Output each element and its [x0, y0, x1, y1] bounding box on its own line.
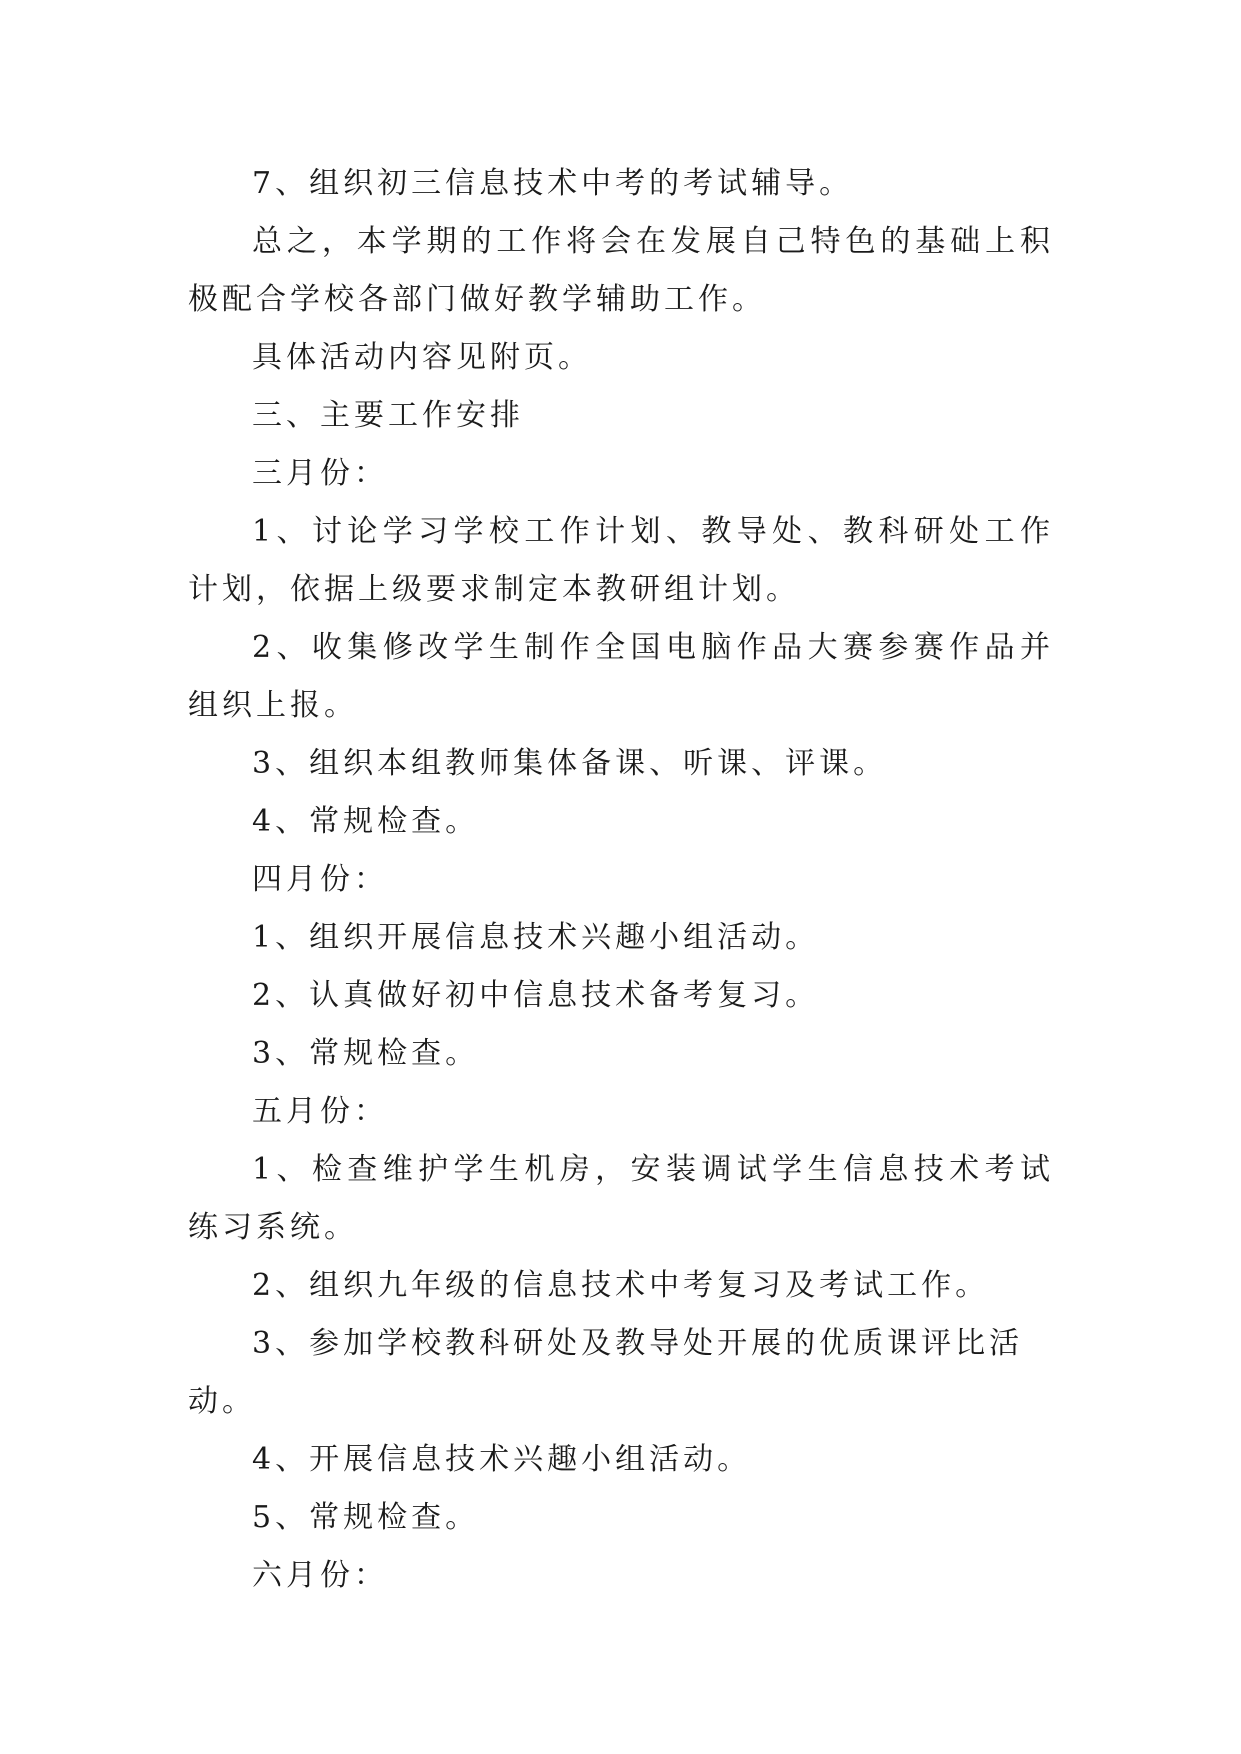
may-item-1: 1、检查维护学生机房，安装调试学生信息技术考试练习系统。	[188, 1152, 1054, 1245]
may-item-5: 5、常规检查。	[252, 1500, 480, 1535]
march-item-3: 3、组织本组教师集体备课、听课、评课。	[252, 746, 888, 781]
month-heading-june: 六月份：	[252, 1558, 388, 1593]
list-item-exam-tutoring: 7、组织初三信息技术中考的考试辅导。	[252, 166, 854, 201]
summary-paragraph: 总之，本学期的工作将会在发展自己特色的基础上积极配合学校各部门做好教学辅助工作。	[188, 224, 1054, 317]
may-item-4: 4、开展信息技术兴趣小组活动。	[252, 1442, 752, 1477]
month-heading-april: 四月份：	[252, 862, 388, 897]
appendix-note: 具体活动内容见附页。	[252, 340, 592, 375]
may-item-2: 2、组织九年级的信息技术中考复习及考试工作。	[252, 1268, 990, 1303]
march-item-1: 1、讨论学习学校工作计划、教导处、教科研处工作计划，依据上级要求制定本教研组计划。	[188, 514, 1054, 607]
april-item-1: 1、组织开展信息技术兴趣小组活动。	[252, 920, 820, 955]
section-heading: 三、主要工作安排	[252, 398, 524, 433]
march-item-4: 4、常规检查。	[252, 804, 480, 839]
march-item-2: 2、收集修改学生制作全国电脑作品大赛参赛作品并组织上报。	[188, 630, 1054, 723]
document-body	[188, 155, 1054, 1605]
april-item-2: 2、认真做好初中信息技术备考复习。	[252, 978, 820, 1013]
may-item-3: 3、参加学校教科研处及教导处开展的优质课评比活动。	[188, 1326, 1024, 1419]
month-heading-may: 五月份：	[252, 1094, 388, 1129]
month-heading-march: 三月份：	[252, 456, 388, 491]
april-item-3: 3、常规检查。	[252, 1036, 480, 1071]
